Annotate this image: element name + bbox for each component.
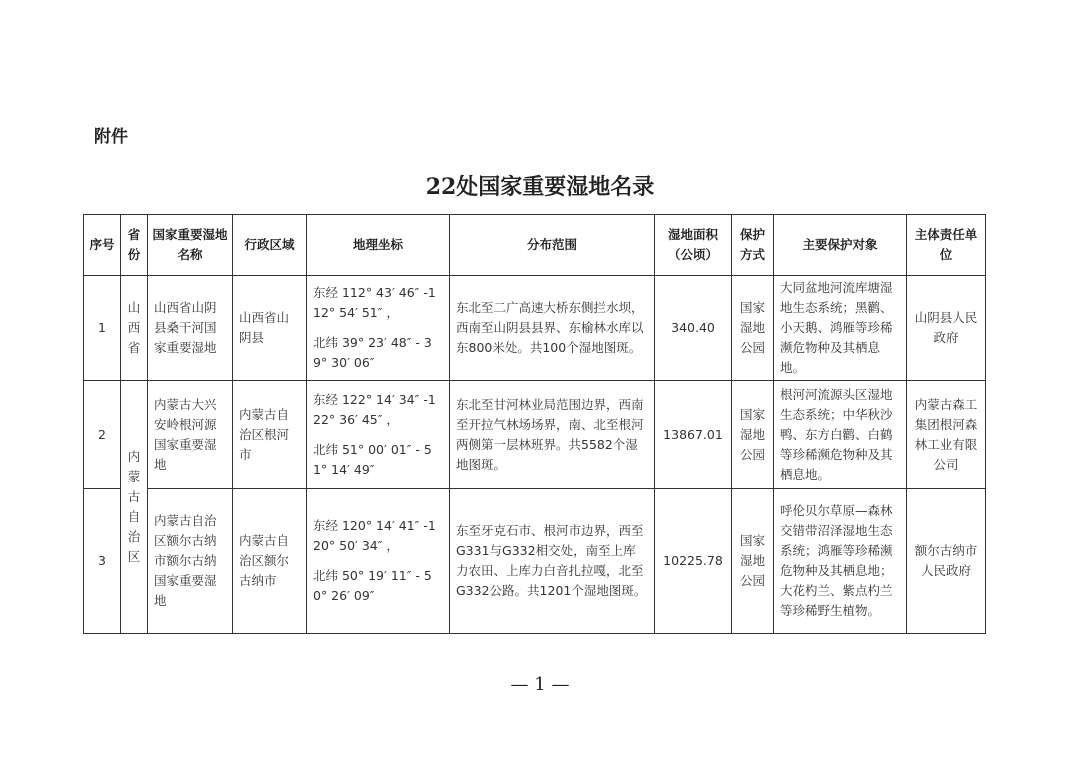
cell-no: 1	[84, 276, 121, 381]
cell-objects: 大同盆地河流库塘湿地生态系统；黑鹳、小天鹅、鸿雁等珍稀濒危物种及其栖息地。	[774, 276, 907, 381]
coord-latitude: 北纬 51° 00′ 01″ - 51° 14′ 49″	[313, 441, 432, 477]
cell-coords	[307, 276, 450, 381]
cell-name: 内蒙古大兴安岭根河源国家重要湿地	[148, 381, 233, 489]
header-province: 省份	[121, 215, 148, 276]
cell-coords	[307, 381, 450, 489]
cell-objects: 呼伦贝尔草原—森林交错带沼泽湿地生态系统；鸿雁等珍稀濒危物种及其栖息地；大花杓兰、紫点杓兰等珍稀野生植物。	[774, 489, 907, 634]
cell-no: 3	[84, 489, 121, 634]
header-range: 分布范围	[450, 215, 655, 276]
header-region: 行政区域	[233, 215, 307, 276]
cell-range: 东北至二广高速大桥东侧拦水坝，西南至山阴县县界、东榆林水库以东800米处。共100个湿地图斑。	[450, 276, 655, 381]
header-mode: 保护方式	[732, 215, 774, 276]
header-name: 国家重要湿地名称	[148, 215, 233, 276]
document-title: 22处国家重要湿地名录	[425, 174, 655, 200]
header-row	[84, 215, 986, 276]
table-row	[84, 276, 986, 381]
attachment-label: 附件	[94, 127, 128, 147]
cell-region: 内蒙古自治区额尔古纳市	[233, 489, 307, 634]
cell-name: 内蒙古自治区额尔古纳市额尔古纳国家重要湿地	[148, 489, 233, 634]
header-coords: 地理坐标	[307, 215, 450, 276]
cell-objects: 根河河流源头区湿地生态系统；中华秋沙鸭、东方白鹳、白鹤等珍稀濒危物种及其栖息地。	[774, 381, 907, 489]
header-no: 序号	[84, 215, 121, 276]
coord-longitude: 东经 112° 43′ 46″ -112° 54′ 51″ ，	[313, 285, 436, 320]
cell-name: 山西省山阴县桑干河国家重要湿地	[148, 276, 233, 381]
table-row	[84, 489, 986, 634]
cell-region: 山西省山阴县	[233, 276, 307, 381]
cell-province: 内蒙古自治区	[121, 381, 148, 634]
cell-no: 2	[84, 381, 121, 489]
cell-area: 340.40	[655, 276, 732, 381]
cell-unit: 额尔古纳市人民政府	[907, 489, 986, 634]
cell-region: 内蒙古自治区根河市	[233, 381, 307, 489]
wetland-table	[83, 214, 986, 634]
cell-range: 东北至甘河林业局范围边界，西南至开拉气林场场界，南、北至根河两侧第一层林班界。共5582个湿地图斑。	[450, 381, 655, 489]
cell-province: 山西省	[121, 276, 148, 381]
cell-unit: 山阴县人民政府	[907, 276, 986, 381]
header-objects: 主要保护对象	[774, 215, 907, 276]
header-unit: 主体责任单位	[907, 215, 986, 276]
coord-latitude: 北纬 50° 19′ 11″ - 50° 26′ 09″	[313, 568, 432, 603]
cell-mode: 国家湿地公园	[732, 381, 774, 489]
page-number: — 1 —	[510, 674, 570, 695]
cell-area: 13867.01	[655, 381, 732, 489]
table-row	[84, 381, 986, 489]
cell-mode: 国家湿地公园	[732, 276, 774, 381]
cell-coords	[307, 489, 450, 634]
coord-latitude: 北纬 39° 23′ 48″ - 39° 30′ 06″	[313, 335, 432, 370]
cell-unit: 内蒙古森工集团根河森林工业有限公司	[907, 381, 986, 489]
cell-area: 10225.78	[655, 489, 732, 634]
cell-mode: 国家湿地公园	[732, 489, 774, 634]
coord-longitude: 东经 120° 14′ 41″ -120° 50′ 34″ ，	[313, 518, 436, 553]
cell-range: 东至牙克石市、根河市边界，西至G331与G332相交处，南至上库力农田、上库力白音扎拉嘎，北至G332公路。共1201个湿地图斑。	[450, 489, 655, 634]
header-area: 湿地面积（公顷）	[655, 215, 732, 276]
coord-longitude: 东经 122° 14′ 34″ -122° 36′ 45″ ，	[313, 391, 436, 427]
